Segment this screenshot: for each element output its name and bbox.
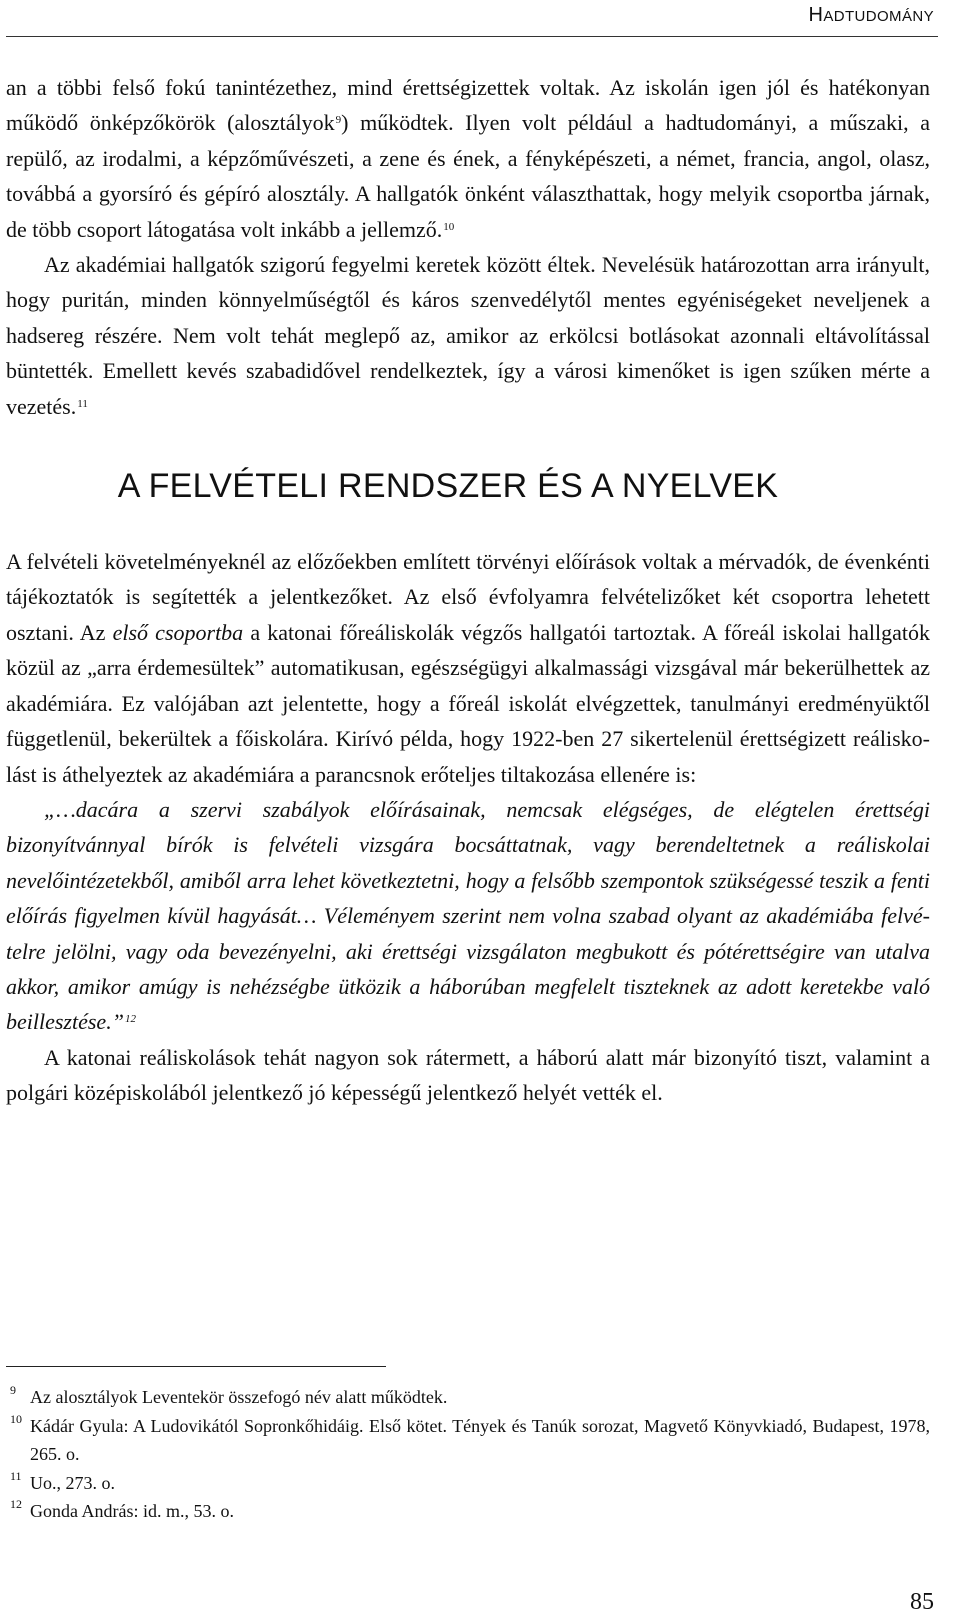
footnote-text: Kádár Gyula: A Ludovikától Sopronkőhidáig. Első kötet. Tények és Tanúk sorozat, Magvető Könyvkiadó, Budapest, 1978, 265. o.: [30, 1415, 930, 1464]
page-number: 85: [910, 1589, 934, 1615]
paragraph: [6, 1040, 930, 1111]
footnote-ref: 9: [335, 114, 342, 127]
footnote-number: 10: [10, 1411, 22, 1426]
footnote-number: 12: [10, 1497, 22, 1511]
running-head-rest: ADTUDOMÁNY: [823, 8, 934, 25]
footnote-rule: [6, 1366, 386, 1367]
footnote-number: 9: [10, 1383, 16, 1397]
running-head: [808, 4, 934, 27]
block-quote: [6, 792, 930, 1040]
footnote: [6, 1383, 930, 1412]
footnote-text: Az alosztályok Leventekör összefogó név alatt működtek.: [30, 1387, 448, 1407]
paragraph: [6, 247, 930, 424]
footnote-ref: 11: [77, 397, 88, 410]
footnote-text: Uo., 273. o.: [30, 1472, 115, 1493]
running-head-initial: H: [808, 4, 824, 26]
footnote: [6, 1497, 930, 1526]
quote-text: „…dacára a szervi szabályok előírásainak, nemcsak elégséges, de elégtelen érettségi bizonyítvánnyal bírók is felvételi vizsgára bocsáttatnak, vagy berendeltetnek a reáliskolai nevelőintézetekből, amiből arra lehet következtetni, hogy a felsőbb szempontok szükségessé teszik a fenti előírás figyelmen kívül hagyását… Véleményem szerint nem volna szabad olyant az akadémiába felvételre jelölni, vagy oda bevezényelni, aki érettségi vizsgálaton megbukott és pótérettségire van utalva akkor, amikor amúgy is nehézségbe ütközik a háborúban megfelelt tiszteknek az adott keretekbe való beillesztése.”: [6, 796, 930, 1035]
emphasis: első csoportba: [112, 619, 244, 645]
footnote-ref: 12: [124, 1013, 136, 1026]
paragraph: [6, 70, 930, 247]
paragraph-text: an a többi felső fokú tanintézethez, mind érettségizettek voltak. Az iskolán igen jól és hatékonyan működő önképzőkörök (alosztályok: [6, 75, 930, 136]
footnote: [6, 1469, 930, 1498]
footnote: [6, 1412, 930, 1469]
header-rule: [6, 36, 938, 37]
paragraph-text: A felvételi követelményeknél az előzőekben említett törvényi előírások voltak a mérvadók, de évenkénti tájékoztatók is segítették a jelentkezőket. Az első évfolyamra felvételizőket két csoportra lehetett osztani. Az: [6, 549, 930, 645]
main-text: [6, 70, 930, 1111]
footnote-ref: 10: [443, 220, 455, 233]
footnotes: [6, 1383, 930, 1526]
paragraph-text: ) működtek. Ilyen volt például a hadtudományi, a műszaki, a repülő, az irodalmi, a képzőművészeti, a zene és ének, a fényképészeti, a német, francia, angol, olasz, továbbá a gyorsíró és gépíró alosztály. A hallgatók önként választhattak, hogy melyik csoportba járnak, de több csoport látogatása volt inkább a jellemző.: [6, 110, 930, 242]
paragraph-text: A katonai reáliskolások tehát nagyon sok rátermett, a háború alatt már bizonyító tiszt, valamint a polgári középiskolából jelentkező jó képességű jelentkező helyét vették el.: [6, 1044, 930, 1106]
footnote-text: Gonda András: id. m., 53. o.: [30, 1501, 234, 1521]
footnote-number: 11: [10, 1468, 22, 1483]
paragraph: [6, 544, 930, 792]
section-heading: A FELVÉTELI RENDSZER ÉS A NYELVEK: [117, 467, 779, 506]
paragraph-text: a katonai főreáliskolák végzős hallgatói tartoztak. A főreál iskolai hallgatók közül az „arra érdemesültek” automatikusan, egészségügyi alkalmassági vizsgával már bekerülhettek az akadémiára. Ez valójában azt jelentette, hogy a főreál iskolát elvégzettek, tanulmányi eredményüktől függetlenül, bekerültek a főiskolára. Kirívó példa, hogy 1922-ben 27 sikertelenül érettségizett reáliskolást is áthelyeztek az akadémiára a parancsnok erőteljes tiltakozása ellenére is:: [6, 619, 930, 787]
paragraph-text: Az akadémiai hallgatók szigorú fegyelmi keretek között éltek. Nevelésük határozottan arra irányult, hogy puritán, minden könnyelműségtől és káros szenvedélytől mentes egyéniségeket neveljenek a hadsereg részére. Nem volt tehát meglepő az, amikor az erkölcsi botlásokat azonnali eltávolítással büntették. Emellett kevés szabadidővel rendelkeztek, így a városi kimenőket is igen szűken mérte a vezetés.: [6, 252, 930, 419]
